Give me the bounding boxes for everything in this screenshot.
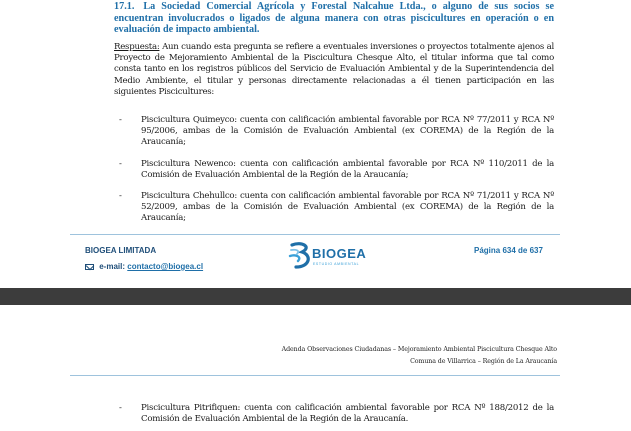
bullet-dash: - — [119, 403, 122, 413]
email-link[interactable]: contacto@biogea.cl — [127, 262, 204, 271]
document-page-635 — [0, 305, 631, 431]
list-item — [114, 403, 554, 425]
piscicultura-list — [114, 115, 554, 235]
question-text: La Sociedad Comercial Agrícola y Forestal Nalcahue Ltda., o alguno de sus socios se encuentran involucrados o ligados de alguna manera con otras piscicultures en operación o en evaluación de impacto ambiental. — [114, 1, 554, 36]
bullet-dash: - — [119, 115, 122, 125]
bullet-dash: - — [119, 158, 122, 169]
email-label: e-mail: — [99, 262, 126, 271]
footer-company-name: BIOGEA LIMITADA — [85, 246, 157, 255]
header-divider — [70, 375, 560, 376]
answer-paragraph — [114, 42, 554, 98]
list-item — [114, 191, 554, 225]
page-number: Página 634 de 637 — [474, 246, 543, 255]
question-number: 17.1. — [114, 1, 135, 12]
list-item — [114, 115, 554, 149]
header-title: Adenda Observaciones Ciudadanas – Mejoramiento Ambiental Piscicultura Chesque Alto — [281, 346, 557, 353]
question-heading — [114, 1, 554, 36]
list-item-text: Piscicultura Quimeyco: cuenta con calificación ambiental favorable por RCA Nº 77/2011 y RCA Nº 95/2006, ambas de la Comisión de Evaluación Ambiental (ex COREMA) de la Región de la Araucanía; — [141, 115, 554, 148]
answer-label: Respuesta: — [114, 42, 160, 52]
list-item-text: Piscicultura Newenco: cuenta con calificación ambiental favorable por RCA Nº 110/2011 de la Comisión de Evaluación Ambiental de la Región de la Araucanía; — [141, 158, 554, 180]
bullet-dash: - — [119, 191, 122, 202]
logo-wordmark: BIOGEA — [312, 246, 367, 261]
header-subtitle: Comuna de Villarrica – Región de La Araucanía — [410, 358, 557, 365]
list-item-text: Piscicultura Chehullco: cuenta con calificación ambiental favorable por RCA Nº 71/2011 y RCA Nº 52/2009, ambas de la Comisión de Evaluación Ambiental (ex COREMA) de la Región de la Araucanía; — [141, 191, 554, 224]
footer-email — [85, 262, 203, 271]
logo-tagline: ESTUDIO AMBIENTAL — [313, 262, 360, 266]
biogea-logo — [288, 241, 368, 271]
list-item — [114, 159, 554, 181]
answer-text: Aun cuando esta pregunta se refiere a eventuales inversiones o proyectos totalmente ajenos al Proyecto de Mejoramiento Ambiental de la Piscicultura Chesque Alto, el titular informa que tal como consta tanto en los registros públicos del Servicio de Evaluación Ambiental y de la Superintendencia del Medio Ambiente, el titular y personas directamente relacionadas a él tienen participación en las siguientes Piscicultures: — [114, 42, 554, 97]
biogea-logo-icon — [288, 241, 314, 271]
footer-divider — [70, 234, 560, 235]
list-item-text: Piscicultura Pitrifiquen: cuenta con calificación ambiental favorable por RCA Nº 188/2012 de la Comisión de Evaluación Ambiental de la Región de la Araucanía. — [141, 403, 554, 425]
piscicultura-list-continued — [114, 403, 554, 425]
mail-icon — [85, 264, 94, 270]
